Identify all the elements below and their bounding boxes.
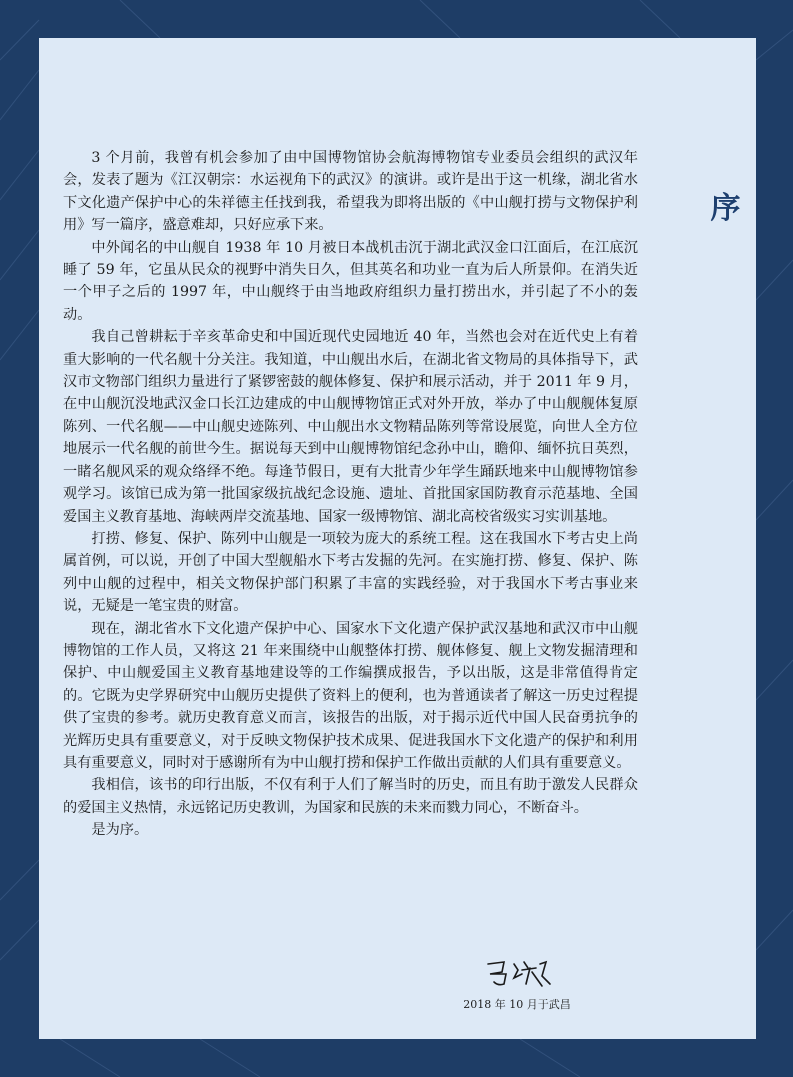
paragraph: 3 个月前，我曾有机会参加了由中国博物馆协会航海博物馆专业委员会组织的武汉年会，发表了题为《江汉朝宗：水运视角下的武汉》的演讲。或许是出于这一机缘，湖北省水下文化遗产保护中心的朱祥德主任找到我，希望我为即将出版的《中山舰打捞与文物保护利用》写一篇序，盛意难却，只好应承下来。 [63,150,638,234]
preface-heading: 序 [710,191,742,226]
paragraph: 现在，湖北省水下文化遗产保护中心、国家水下文化遗产保护武汉基地和武汉市中山舰博物馆的工作人员，又将这 21 年来围绕中山舰整体打捞、舰体修复、舰上文物发掘清理和保护、中山舰爱国主义教育基地建设等的工作编撰成报告，予以出版，这是非常值得肯定的。它既为史学界研究中山舰历史提供了资料上的便利，也为普通读者了解这一历史过程提供了宝贵的参考。就历史教育意义而言，该报告的出版，对于揭示近代中国人民奋勇抗争的光辉历史具有重要意义，对于反映文物保护技术成果、促进我国水下文化遗产的保护和利用具有重要意义，同时对于感谢所有为中山舰打捞和保护工作做出贡献的人们具有重要意义。 [63,620,638,771]
paragraph: 是为序。 [91,822,149,839]
paragraph: 中外闻名的中山舰自 1938 年 10 月被日本战机击沉于湖北武汉金口江面后，在江底沉睡了 59 年，它虽从民众的视野中消失日久，但其英名和功业一直为后人所景仰。在消失近一个甲子之后的 1997 年，中山舰终于由当地政府组织力量打捞出水，并引起了不小的轰动。 [63,239,638,323]
paragraph: 打捞、修复、保护、陈列中山舰是一项较为庞大的系统工程。这在我国水下考古史上尚属首例，可以说，开创了中国大型舰船水下考古发掘的先河。在实施打捞、修复、保护、陈列中山舰的过程中，相关文物保护部门积累了丰富的实践经验，对于我国水下考古事业来说，无疑是一笔宝贵的财富。 [63,530,638,615]
paragraph: 我自己曾耕耘于辛亥革命史和中国近现代史园地近 40 年，当然也会对在近代史上有着重大影响的一代名舰十分关注。我知道，中山舰出水后，在湖北省文物局的具体指导下，武汉市文物部门组织力量进行了紧锣密鼓的舰体修复、保护和展示活动，并于 2011 年 9 月，在中山舰沉没地武汉金口长江边建成的中山舰博物馆正式对外开放，举办了中山舰舰体复原陈列、一代名舰——中山舰史迹陈列、中山舰出水文物精品陈列等常设展览，向世人全方位地展示一代名舰的前世今生。据说每天到中山舰博物馆纪念孙中山，瞻仰、缅怀抗日英烈，一睹名舰风采的观众络绎不绝。每逢节假日，更有大批青少年学生踊跃地来中山舰博物馆参观学习。该馆已成为第一批国家级抗战纪念设施、遗址、首批国家国防教育示范基地、全国爱国主义教育基地、海峡两岸交流基地、国家一级博物馆、湖北高校省级实习实训基地。 [63,329,638,525]
signature-date: 2018 年 10 月于武昌 [463,998,571,1011]
paragraph: 我相信，该书的印行出版，不仅有利于人们了解当时的历史，而且有助于激发人民群众的爱国主义热情，永远铭记历史教训，为国家和民族的未来而戮力同心，不断奋斗。 [63,777,638,816]
handwritten-signature [484,956,554,990]
preface-body [63,147,638,842]
